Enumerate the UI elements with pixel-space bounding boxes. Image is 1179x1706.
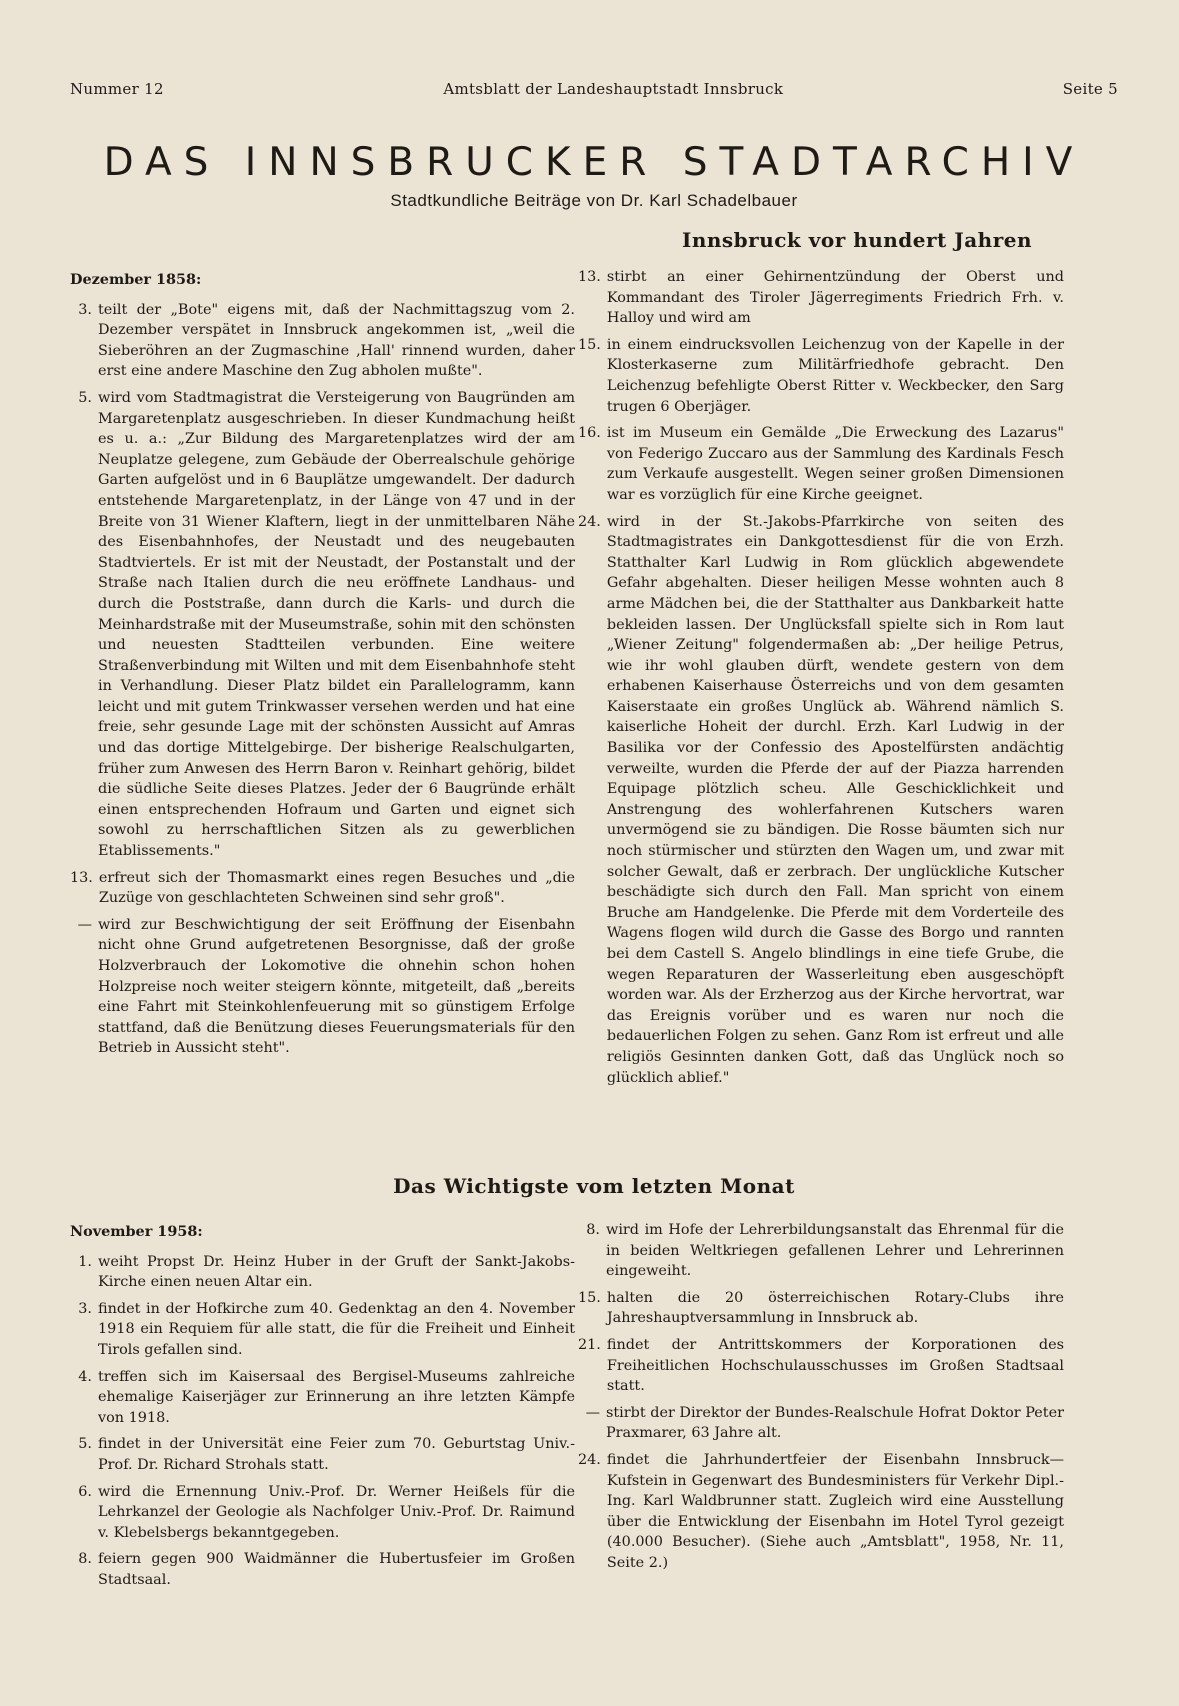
entry-text: teilt der „Bote" eigens mit, daß der Nachmittagszug vom 2. Dezember verspätet in Innsbruck angekommen ist, „weil die Sieberöhren an der Zugmaschine ‚Hall' rinnend wurden, daher erst eine andere Maschine den Zug abholen mußte". [98,301,575,380]
list-item [70,915,575,1059]
list-item [578,1288,1064,1329]
entry-day: 3. [78,1300,92,1317]
entry-text: wird zur Beschwichtigung der seit Eröffnung der Eisenbahn nicht ohne Grund aufgetretenen Besorgnisse, daß der große Holzverbrauch der Lokomotive die ohnehin schon hohen Holzpreise noch weiter steigern könnte, mitgeteilt, daß „bereits eine Fahrt mit Steinkohlenfeuerung mit so günstigem Erfolge stattfand, daß die Benützung dieses Feuerungsmaterials für den Betrieb in Aussicht steht". [98,916,575,1057]
entry-text: wird vom Stadtmagistrat die Versteigerung von Baugründen am Margaretenplatz ausgeschrieben. In dieser Kundmachung heißt es u. a.: „Zur Bildung des Margaretenplatzes wird der am Neuplatze gelegene, zum Gebäude der Oberrealschule gehörige Garten aufgelöst und in 6 Bauplätze umgewandelt. Der dadurch entstehende Margaretenplatz, in der Länge von 47 und in der Breite von 31 Wiener Klaftern, liegt in der unmittelbaren Nähe des Eisenbahnhofes, der Neustadt und des neugebauten Stadtviertels. Er ist mit der Neustadt, der Postanstalt und der Straße nach Italien durch die neu eröffnete Landhaus- und durch die Poststraße, dann durch die Karls- und durch die Meinhardstraße mit der Museumstraße, sohin mit den schönsten und neuesten Stadtteilen verbunden. Eine weitere Straßenverbindung mit Wilten und mit dem Eisenbahnhofe steht in Verhandlung. Dieser Platz bildet ein Parallelogramm, kann leicht und mit gutem Trinkwasser versehen werden und hat eine freie, sehr gesunde Lage mit der schönsten Aussicht auf Amras und das dortige Mittelgebirge. Der bisherige Realschulgarten, früher zum Anwesen des Herrn Baron v. Reinhart gehörig, bildet die südliche Seite dieses Platzes. Jeder der 6 Baugründe erhält einen entsprechenden Hofraum und Garten und eignet sich sowohl zu herrschaftlichen Sitzen als zu gewerblichen Etablissements." [98,389,575,860]
list-item [70,1434,575,1475]
entry-text: erfreut sich der Thomasmarkt eines regen Besuches und „die Zuzüge von geschlachteten Schweinen sind sehr groß". [98,869,575,907]
section1-title: Innsbruck vor hundert Jahren [681,228,1033,252]
entry-text: treffen sich im Kaisersaal des Bergisel-Museums zahlreiche ehemalige Kaiserjäger zur Erinnerung an ihre letzten Kämpfe von 1918. [98,1368,575,1426]
list-item [578,267,1064,329]
list-item [578,1403,1064,1444]
entry-text: weiht Propst Dr. Heinz Huber in der Gruft der Sankt-Jakobs-Kirche einen neuen Altar ein. [98,1253,575,1291]
entry-day: 15. [578,336,601,353]
entry-day: 1. [78,1253,92,1270]
entry-day: 4. [78,1368,92,1385]
entry-day: 5. [78,1436,92,1453]
entry-day: 6. [78,1483,92,1500]
list-item [70,388,575,862]
issue-number: Nummer 12 [70,80,164,98]
entry-day: 13. [70,869,93,886]
entry-day: 8. [586,1222,600,1238]
entry-day: 15. [578,1289,601,1306]
list-item [578,1220,1064,1282]
entry-text: stirbt an einer Gehirnentzündung der Oberst und Kommandant des Tiroler Jägerregiments Friedrich Frh. v. Halloy und wird am [606,269,1064,327]
section1-right-column [578,267,1064,1094]
entry-text: findet die Jahrhundertfeier der Eisenbahn Innsbruck—Kufstein in Gegenwart des Bundesministers für Verkehr Dipl.-Ing. Karl Waldbrunner statt. Zugleich wird eine Ausstellung über die Entwicklung der Eisenbahn im Hotel Tyrol gezeigt (40.000 Besucher). (Siehe auch „Amtsblatt", 1958, Nr. 11, Seite 2.) [606,1451,1064,1571]
entry-text: in einem eindrucksvollen Leichenzug von der Kapelle in der Klosterkaserne zum Militärfriedhofe gebracht. Den Leichenzug befehligte Oberst Ritter v. Weckbecker, den Sarg trugen 6 Oberjäger. [606,336,1064,415]
list-item [70,1482,575,1544]
list-item [70,1367,575,1429]
publication-title: Amtsblatt der Landeshauptstadt Innsbruck [443,80,784,98]
entry-day: — [77,916,92,933]
entry-day: 13. [578,269,601,285]
section2-date: November 1958: [70,1223,203,1240]
entry-day: 21. [578,1336,601,1353]
entry-text: halten die 20 österreichischen Rotary-Clubs ihre Jahreshauptversammlung in Innsbruck ab. [606,1289,1064,1327]
list-item [70,868,575,909]
section1-left-column [70,270,575,1065]
entry-day: 3. [78,301,92,318]
entry-day: 24. [578,1451,601,1468]
entry-text: stirbt der Direktor der Bundes-Realschule Hofrat Doktor Peter Praxmarer, 63 Jahre alt. [606,1404,1064,1442]
page-number: Seite 5 [1062,80,1118,98]
running-head [70,80,1118,98]
list-item [70,1252,575,1293]
list-item [578,335,1064,417]
entry-day: 5. [78,389,92,406]
list-item [578,512,1064,1089]
section2-left-column [70,1222,575,1597]
section2-right-column [578,1220,1064,1580]
entry-text: wird in der St.-Jakobs-Pfarrkirche von seiten des Stadtmagistrates ein Dankgottesdienst für die von Erzh. Statthalter Karl Ludwig in Rom glücklich abgewendete Gefahr abgehalten. Dieser heiligen Messe wohnten auch 8 arme Mädchen bei, die der Statthalter aus Dankbarkeit hatte bekleiden lassen. Der Unglücksfall spielte sich in Rom laut „Wiener Zeitung" folgendermaßen ab: „Der heilige Petrus, wie ihr wohl glauben dürft, wendete gestern von dem erhabenen Kaiserhause Österreichs und von dem gesamten Kaiserstaate ein großes Unglück ab. Während nämlich S. kaiserliche Hoheit der durchl. Erzh. Karl Ludwig in der Basilika vor der Confessio des Apostelfürsten andächtig verweilte, wurden die Pferde der auf der Piazza harrenden Equipage plötzlich scheu. Alle Geschicklichkeit und Anstrengung des wohlerfahrenen Kutschers waren unvermögend sie zu bändigen. Die Rosse bäumten sich nur noch stürmischer und stürzten den Wagen um, und zwar mit solcher Gewalt, daß er zerbrach. Der unglückliche Kutscher beschädigte sich durch den Fall. Man spricht von einem Bruche am Handgelenke. Die Pferde mit dem Vorderteile des Wagens flogen wild durch die Gasse des Borgo und rannten bei dem Castell S. Angelo blindlings in eine tiefe Grube, die wegen Reparaturen der Wasserleitung eben ausgeschöpft worden war. Als der Erzherzog aus der Kirche hervortrat, war das Ereignis vorüber und es waren nur noch die bedauerlichen Folgen zu sehen. Ganz Rom ist erfreut und alle religiös Gesinnten danken Gott, daß das Unglück noch so glücklich ablief." [606,513,1064,1086]
entry-day: 24. [578,513,601,530]
entry-text: wird die Ernennung Univ.-Prof. Dr. Werner Heißels für die Lehrkanzel der Geologie als Nachfolger Univ.-Prof. Dr. Raimund v. Klebelsbergs bekanntgegeben. [98,1483,575,1541]
entry-text: findet der Antrittskommers der Korporationen des Freiheitlichen Hochschulausschusses im Großen Stadtsaal statt. [606,1336,1064,1395]
entry-text: findet in der Universität eine Feier zum 70. Geburtstag Univ.-Prof. Dr. Richard Strohals statt. [98,1436,575,1473]
list-item [578,423,1064,505]
list-item [70,1299,575,1361]
entry-day: 8. [78,1551,92,1568]
entry-day: 16. [578,425,601,442]
list-item [70,300,575,382]
entry-text: wird im Hofe der Lehrerbildungsanstalt das Ehrenmal für die in beiden Weltkriegen gefallenen Lehrer und Lehrerinnen eingeweiht. [606,1222,1064,1280]
byline: Stadtkundliche Beiträge von Dr. Karl Schadelbauer [390,191,798,210]
masthead-title: DAS INNSBRUCKER STADTARCHIV [103,140,1085,185]
section2-title: Das Wichtigste vom letzten Monat [393,1174,795,1198]
entry-text: findet in der Hofkirche zum 40. Gedenktag an den 4. November 1918 ein Requiem für alle statt, die für die Freiheit und Einheit Tirols gefallen sind. [98,1300,575,1358]
list-item [578,1450,1064,1574]
entry-text: feiern gegen 900 Waidmänner die Hubertusfeier im Großen Stadtsaal. [98,1551,575,1588]
entry-day: — [585,1404,600,1421]
entry-text: ist im Museum ein Gemälde „Die Erweckung des Lazarus" von Federigo Zuccaro aus der Sammlung des Kardinals Fesch zum Verkaufe ausgestellt. Wegen seiner großen Dimensionen war es vorzüglich für eine Kirche geeignet. [606,425,1064,503]
section1-date: Dezember 1858: [70,271,202,288]
list-item [578,1335,1064,1397]
list-item [70,1549,575,1590]
